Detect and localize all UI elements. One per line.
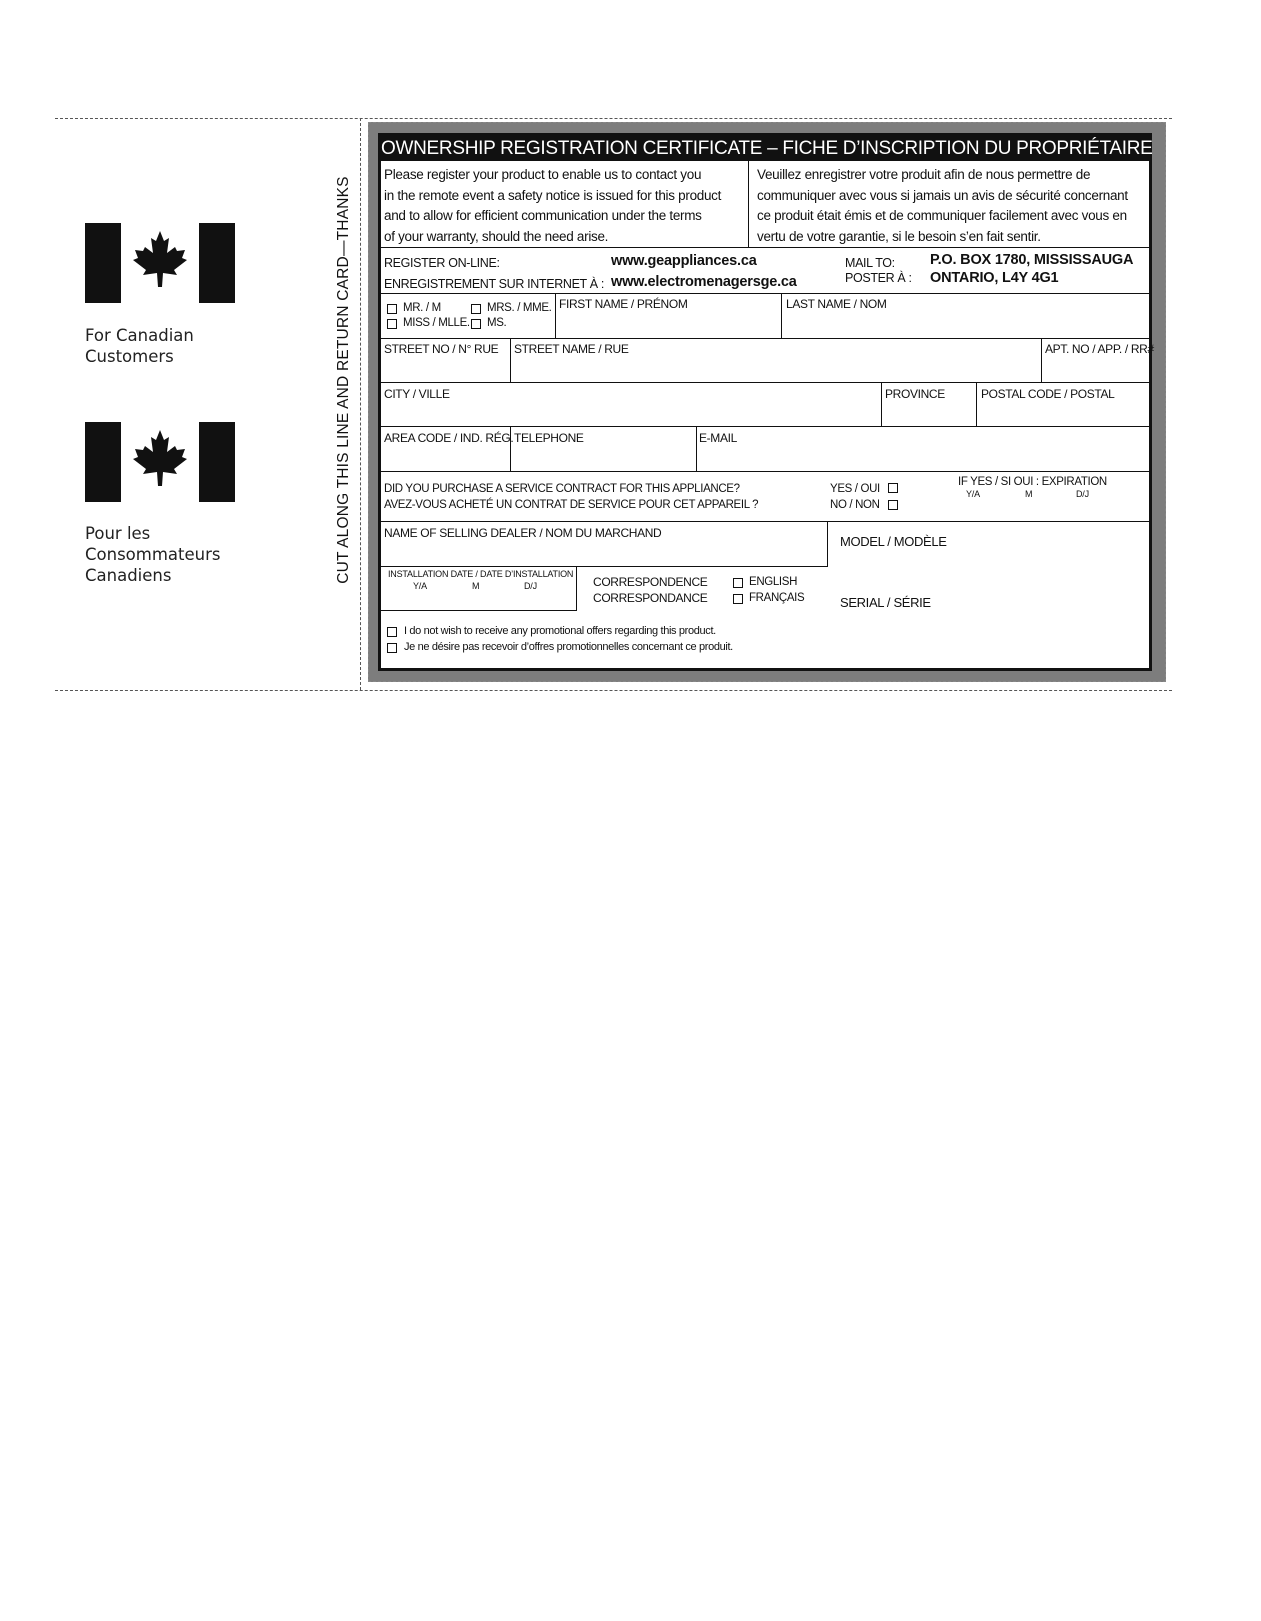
card-title: OWNERSHIP REGISTRATION CERTIFICATE – FICHE D’INSCRIPTION DU PROPRIÉTAIRE: [381, 138, 1153, 159]
divider: [696, 426, 697, 471]
serial-field[interactable]: SERIAL / SÉRIE: [840, 595, 931, 610]
divider: [1041, 338, 1042, 382]
first-name-field[interactable]: FIRST NAME / PRÉNOM: [559, 297, 688, 311]
checkbox-service-no[interactable]: [888, 500, 898, 510]
intro-english: Please register your product to enable us to contact you in the remote event a safety notice is issued for this product and to allow for efficient communication under the terms of your warranty, should the need arise.: [384, 167, 722, 244]
optout-fr-label: Je ne désire pas recevoir d’offres promotionnelles concernant ce produit.: [404, 641, 733, 653]
installation-date-label: INSTALLATION DATE / DATE D’INSTALLATION: [388, 569, 574, 579]
mailing-address-line2: ONTARIO, L4Y 4G1: [930, 270, 1059, 286]
checkbox-service-yes[interactable]: [888, 483, 898, 493]
divider: [381, 247, 1149, 248]
french-label: FRANÇAIS: [749, 592, 805, 604]
cut-line-bottom: [55, 690, 1172, 691]
flag-caption-en: For Canadian Customers: [85, 326, 194, 366]
no-label: NO / NON: [830, 499, 880, 511]
divider: [781, 293, 782, 338]
postal-code-field[interactable]: POSTAL CODE / POSTAL: [981, 387, 1115, 401]
divider: [510, 338, 511, 382]
yes-label: YES / OUI: [830, 483, 880, 495]
optout-en-label: I do not wish to receive any promotional offers regarding this product.: [404, 625, 716, 637]
english-label: ENGLISH: [749, 576, 798, 588]
canada-flag-icon: [85, 422, 235, 502]
checkbox-miss[interactable]: [387, 319, 397, 329]
divider: [510, 426, 511, 471]
installation-month: M: [472, 581, 480, 591]
city-field[interactable]: CITY / VILLE: [384, 387, 450, 401]
street-no-field[interactable]: STREET NO / N° RUE: [384, 342, 499, 356]
salutation-mr-label: MR. / M: [403, 302, 441, 314]
correspondence-label-en: CORRESPONDENCE: [593, 575, 708, 589]
email-field[interactable]: E-MAIL: [699, 431, 737, 445]
divider: [381, 338, 1149, 339]
canada-flag-icon: [85, 223, 235, 303]
checkbox-english[interactable]: [733, 578, 743, 588]
apt-no-field[interactable]: APT. NO / APP. / RR#: [1045, 342, 1154, 356]
divider: [381, 521, 1149, 522]
cut-line-top: [55, 118, 1172, 119]
expiration-day[interactable]: D/J: [1076, 489, 1089, 499]
divider: [381, 382, 1149, 383]
divider: [976, 382, 977, 426]
checkbox-ms[interactable]: [471, 319, 481, 329]
divider: [881, 382, 882, 426]
expiration-label: IF YES / SI OUI : EXPIRATION: [958, 476, 1107, 488]
dealer-field[interactable]: NAME OF SELLING DEALER / NOM DU MARCHAND: [384, 526, 662, 540]
checkbox-optout-en[interactable]: [387, 627, 397, 637]
checkbox-optout-fr[interactable]: [387, 643, 397, 653]
poster-label: POSTER À :: [845, 271, 912, 285]
register-online-label: REGISTER ON-LINE:: [384, 256, 500, 270]
salutation-ms-label: MS.: [487, 317, 507, 329]
mailing-address-line1: P.O. BOX 1780, MISSISSAUGA: [930, 252, 1134, 268]
intro-french: Veuillez enregistrer votre produit afin de nous permettre de communiquer avec vous si jamais un avis de sécurité concernant ce produit était émis et de communiquer facilement avec vous en vertu de votre garantie, si le besoin s’en fait sentir.: [757, 167, 1128, 244]
service-contract-question-en: DID YOU PURCHASE A SERVICE CONTRACT FOR THIS APPLIANCE?: [384, 483, 740, 495]
cut-line-vertical: [360, 118, 361, 690]
divider: [381, 471, 1149, 472]
expiration-month[interactable]: M: [1025, 489, 1033, 499]
divider: [381, 293, 1149, 294]
register-online-url[interactable]: www.geappliances.ca: [611, 253, 757, 269]
installation-day: D/J: [524, 581, 537, 591]
checkbox-french[interactable]: [733, 594, 743, 604]
divider: [827, 521, 828, 566]
telephone-field[interactable]: TELEPHONE: [514, 431, 584, 445]
street-name-field[interactable]: STREET NAME / RUE: [514, 342, 629, 356]
checkbox-mrs[interactable]: [471, 304, 481, 314]
last-name-field[interactable]: LAST NAME / NOM: [786, 297, 887, 311]
flag-caption-fr: Pour les Consommateurs Canadiens: [85, 524, 221, 585]
register-internet-url[interactable]: www.electromenagersge.ca: [611, 274, 797, 290]
service-contract-question-fr: AVEZ-VOUS ACHETÉ UN CONTRAT DE SERVICE POUR CET APPAREIL ?: [384, 499, 759, 511]
area-code-field[interactable]: AREA CODE / IND. RÉG.: [384, 431, 514, 445]
model-field[interactable]: MODEL / MODÈLE: [840, 534, 947, 549]
province-field[interactable]: PROVINCE: [885, 387, 945, 401]
correspondence-label-fr: CORRESPONDANCE: [593, 591, 708, 605]
divider: [381, 426, 1149, 427]
installation-year: Y/A: [413, 581, 427, 591]
salutation-mrs-label: MRS. / MME.: [487, 302, 552, 314]
divider: [555, 293, 556, 338]
salutation-miss-label: MISS / MLLE.: [403, 317, 470, 329]
divider: [748, 161, 749, 247]
checkbox-mr[interactable]: [387, 304, 397, 314]
register-internet-label: ENREGISTREMENT SUR INTERNET À :: [384, 277, 604, 291]
cut-instruction: CUT ALONG THIS LINE AND RETURN CARD—THANKS: [335, 176, 352, 584]
mail-to-label: MAIL TO:: [845, 256, 895, 270]
expiration-year[interactable]: Y/A: [966, 489, 980, 499]
